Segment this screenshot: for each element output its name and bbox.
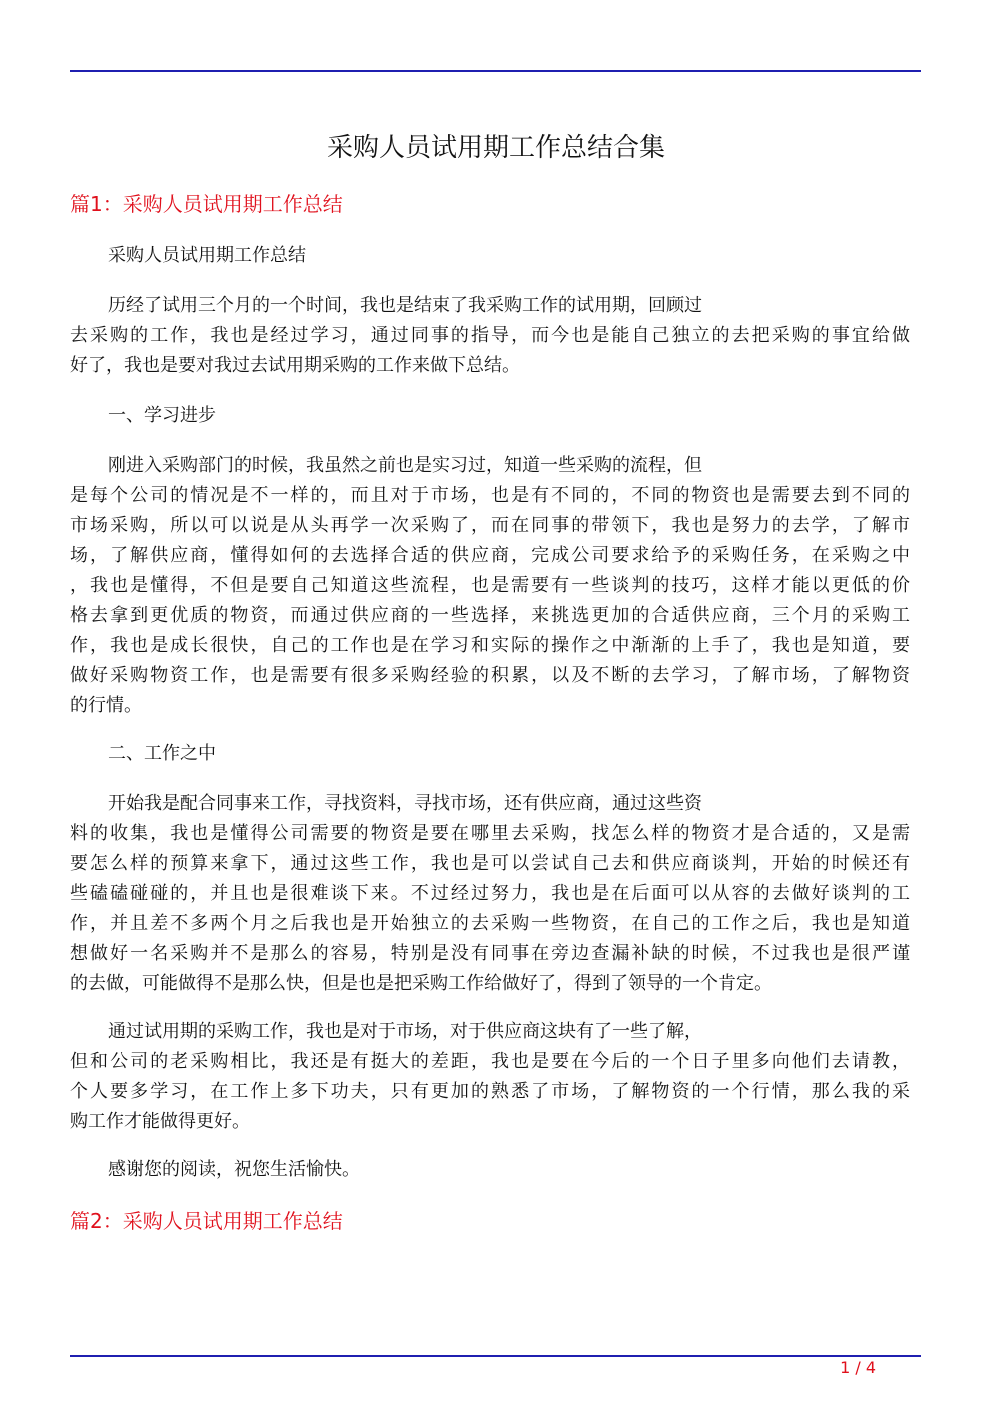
text-line: 做好采购物资工作，也是需要有很多采购经验的积累，以及不断的去学习，了解市场，了解物资	[70, 665, 910, 686]
subtitle	[70, 241, 910, 271]
text-line: 历经了试用三个月的一个时间，我也是结束了我采购工作的试用期，回顾过	[108, 295, 702, 316]
paragraph-3	[70, 789, 910, 999]
footer-rule	[70, 1355, 921, 1357]
section-heading-1: 篇1：采购人员试用期工作总结	[70, 192, 343, 216]
section-heading-2: 篇2：采购人员试用期工作总结	[70, 1209, 343, 1233]
text-line: 格去拿到更优质的物资，而通过供应商的一些选择，来挑选更加的合适供应商，三个月的采购工	[70, 605, 910, 626]
heading-work	[70, 739, 910, 769]
closing	[70, 1155, 910, 1185]
paragraph-4	[70, 1017, 910, 1137]
text-line: 开始我是配合同事来工作，寻找资料，寻找市场，还有供应商，通过这些资	[108, 793, 702, 814]
text-line: 市场采购，所以可以说是从头再学一次采购了，而在同事的带领下，我也是努力的去学，了解市	[70, 515, 910, 536]
heading-study-text: 一、学习进步	[108, 405, 216, 426]
paragraph-2	[70, 451, 910, 721]
text-line: 料的收集，我也是懂得公司需要的物资是要在哪里去采购，找怎么样的物资才是合适的，又是需	[70, 823, 910, 844]
text-line: 想做好一名采购并不是那么的容易，特别是没有同事在旁边查漏补缺的时候，不过我也是很严谨	[70, 943, 910, 964]
text-line: 的行情。	[70, 695, 142, 716]
text-line: 但和公司的老采购相比，我还是有挺大的差距，我也是要在今后的一个日子里多向他们去请教，	[70, 1051, 910, 1072]
text-line: 购工作才能做得更好。	[70, 1111, 250, 1132]
text-line: 好了，我也是要对我过去试用期采购的工作来做下总结。	[70, 355, 520, 376]
text-line: 要怎么样的预算来拿下，通过这些工作，我也是可以尝试自己去和供应商谈判，开始的时候还有	[70, 853, 910, 874]
text-line: ，我也是懂得，不但是要自己知道这些流程，也是需要有一些谈判的技巧，这样才能以更低的价	[70, 575, 910, 596]
closing-text: 感谢您的阅读，祝您生活愉快。	[108, 1159, 360, 1180]
heading-work-text: 二、工作之中	[108, 743, 216, 764]
subtitle-text: 采购人员试用期工作总结	[108, 245, 306, 266]
text-line: 作，并且差不多两个月之后我也是开始独立的去采购一些物资，在自己的工作之后，我也是知道	[70, 913, 910, 934]
document-title: 采购人员试用期工作总结合集	[326, 133, 665, 163]
text-line: 刚进入采购部门的时候，我虽然之前也是实习过，知道一些采购的流程，但	[108, 455, 702, 476]
text-line: 是每个公司的情况是不一样的，而且对于市场，也是有不同的，不同的物资也是需要去到不同的	[70, 485, 910, 506]
text-line: 些磕磕碰碰的，并且也是很难谈下来。不过经过努力，我也是在后面可以从容的去做好谈判的工	[70, 883, 910, 904]
paragraph-1	[70, 291, 910, 381]
heading-study	[70, 401, 910, 431]
text-line: 场，了解供应商，懂得如何的去选择合适的供应商，完成公司要求给予的采购任务，在采购之中	[70, 545, 910, 566]
text-line: 通过试用期的采购工作，我也是对于市场，对于供应商这块有了一些了解，	[108, 1021, 702, 1042]
text-line: 作，我也是成长很快，自己的工作也是在学习和实际的操作之中渐渐的上手了，我也是知道，要	[70, 635, 910, 656]
text-line: 个人要多学习，在工作上多下功夫，只有更加的熟悉了市场，了解物资的一个行情，那么我的采	[70, 1081, 910, 1102]
text-line: 的去做，可能做得不是那么快，但是也是把采购工作给做好了，得到了领导的一个肯定。	[70, 973, 772, 994]
page-number: 1 / 4	[840, 1358, 876, 1377]
text-line: 去采购的工作，我也是经过学习，通过同事的指导，而今也是能自己独立的去把采购的事宜给做	[70, 325, 910, 346]
header-rule	[70, 70, 921, 72]
